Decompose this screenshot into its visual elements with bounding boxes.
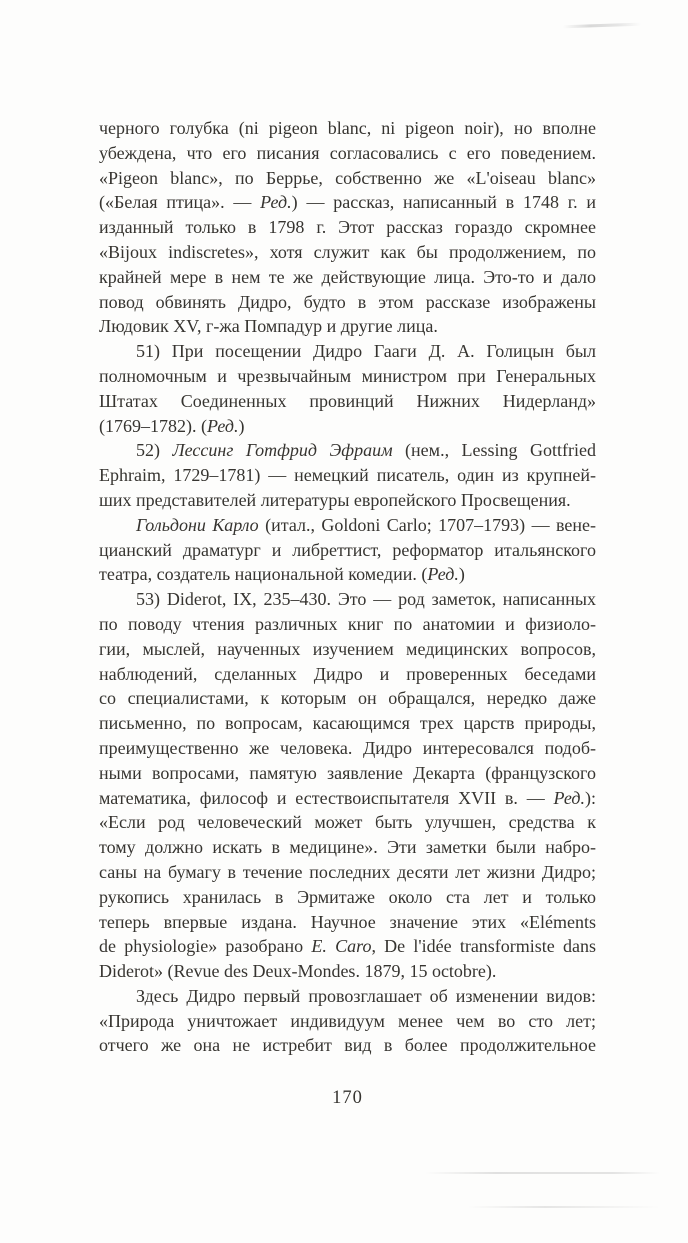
- text-line: цианский драматург и либреттист, реформатор итальянского: [99, 539, 596, 560]
- text-line: письменно, по вопросам, касающимся трех царств природы,: [99, 713, 596, 734]
- text-line: тому должно искать в медицине». Эти заметки были набро-: [99, 837, 596, 858]
- text-line: отчего же она не истребит вид в более продолжительное: [99, 1035, 596, 1056]
- text-line: преимущественно же человека. Дидро интересовался подоб-: [99, 737, 596, 758]
- text-line: Здесь Дидро первый провозглашает об изменении видов:: [136, 985, 596, 1006]
- text-line: de physiologie» разобрано E. Caro, De l'idée transformiste dans: [99, 936, 596, 957]
- text-line: крайней мере в нем те же действующие лица. Это-то и дало: [99, 266, 596, 287]
- scan-artifact-bottom-2: [468, 1206, 660, 1208]
- text-line: «Природа уничтожает индивидуум менее чем во сто лет;: [99, 1010, 596, 1031]
- text-line: черного голубка (ni pigeon blanc, ni pigeon noir), но вполне: [99, 118, 596, 138]
- text-line: ших представителей литературы европейского Просвещения.: [99, 489, 571, 510]
- text-line: (1769–1782). (Ред.): [99, 415, 245, 436]
- text-line: наблюдений, сделанных Дидро и проверенных беседами: [99, 663, 596, 684]
- text-line: («Белая птица». — Ред.) — рассказ, написанный в 1748 г. и: [99, 192, 596, 213]
- text-line: гии, мыслей, наученных изучением медицинских вопросов,: [99, 638, 596, 659]
- text-line: повод обвинять Дидро, будто в этом рассказе изображены: [99, 291, 596, 312]
- text-line: Людовик XV, г-жа Помпадур и другие лица.: [99, 316, 438, 337]
- text-line: убеждена, что его писания согласовались с его поведением.: [99, 142, 596, 163]
- text-line: теперь впервые издана. Научное значение этих «Eléments: [99, 911, 596, 932]
- text-line: 51) При посещении Дидро Гааги Д. А. Голицын был: [136, 341, 596, 362]
- text-line: изданный только в 1798 г. Этот рассказ гораздо скромнее: [99, 217, 596, 238]
- text-line: Штатах Соединенных провинций Нижних Нидерланд»: [99, 390, 596, 411]
- text-line: рукопись хранилась в Эрмитаже около ста лет и только: [99, 886, 596, 907]
- text-line: Гольдони Карло (итал., Goldoni Carlo; 1707–1793) — вене-: [136, 514, 596, 535]
- text-line: саны на бумагу в течение последних десяти лет жизни Дидро;: [99, 861, 596, 882]
- text-line: полномочным и чрезвычайным министром при Генеральных: [99, 365, 596, 386]
- text-line: «Pigeon blanc», по Беррье, собственно же «L'oiseau blanc»: [99, 167, 596, 188]
- text-line: Ephraim, 1729–1781) — немецкий писатель, один из крупней-: [99, 465, 596, 486]
- text-line: математика, философ и естествоиспытателя XVII в. — Ред.):: [99, 787, 596, 808]
- text-line: со специалистами, к которым он обращался, нередко даже: [99, 688, 596, 709]
- text-line: «Если род человеческий может быть улучшен, средства к: [99, 812, 596, 833]
- scan-artifact-bottom-1: [425, 1172, 660, 1174]
- text-line: 53) Diderot, IX, 235–430. Это — род заметок, написанных: [136, 589, 596, 610]
- text-line: 52) Лессинг Готфрид Эфраим (нем., Lessing Gottfried: [136, 440, 596, 461]
- text-line: Diderot» (Revue des Deux-Mondes. 1879, 15 octobre).: [99, 961, 497, 982]
- page-number: 170: [332, 1088, 363, 1108]
- text-line: по поводу чтения различных книг по анатомии и физиоло-: [99, 613, 596, 634]
- scan-artifact-top: [563, 23, 641, 29]
- text-line: театра, создатель национальной комедии. (Ред.): [99, 564, 465, 585]
- text-line: ными вопросами, памятую заявление Декарта (французского: [99, 762, 596, 783]
- text-line: «Bijoux indiscretes», хотя служит как бы продолжением, по: [99, 241, 596, 262]
- page-text: [99, 116, 596, 1058]
